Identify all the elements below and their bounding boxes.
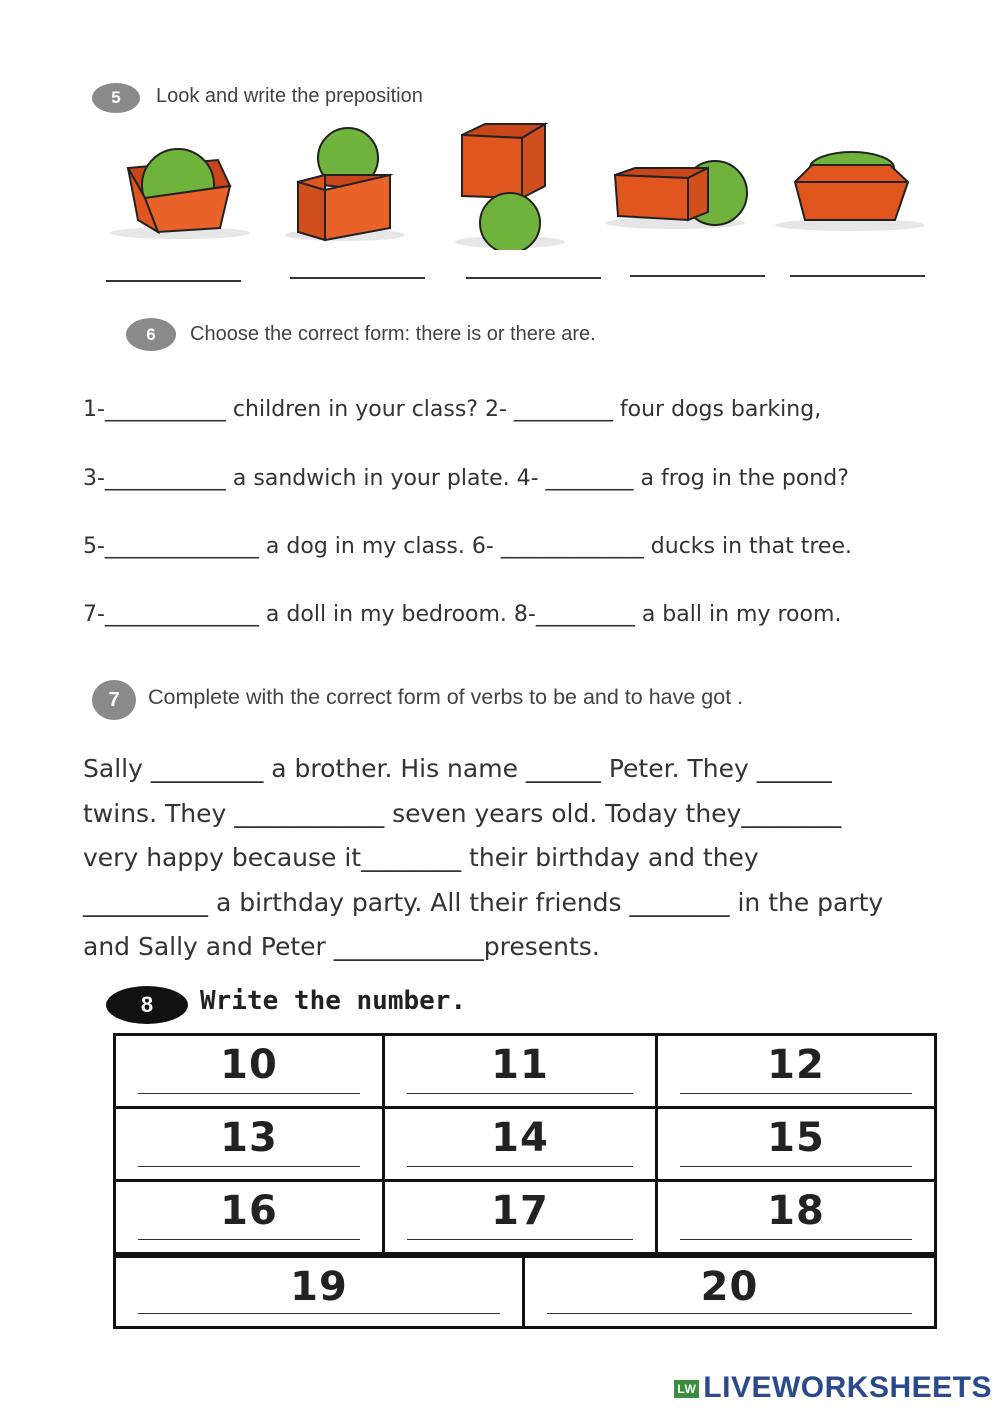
section-7-badge: 7 [92, 680, 136, 720]
ball-on-box-picture [285, 128, 405, 241]
logo-text: LIVEWORKSHEETS [703, 1371, 992, 1404]
preposition-pictures [100, 120, 940, 250]
number-cell-17[interactable] [382, 1179, 658, 1255]
number-label: 13 [220, 1115, 278, 1161]
answer-blank-2[interactable] [290, 277, 425, 279]
number-label: 20 [700, 1264, 759, 1310]
paragraph-line-1: Sally _________ a brother. His name ______ Peter. They ______ [83, 754, 832, 783]
paragraph-line-4: __________ a birthday party. All their friends ________ in the party [83, 887, 884, 917]
number-cell-19[interactable] [113, 1255, 525, 1329]
number-cell-18[interactable] [655, 1179, 937, 1255]
number-cell-13[interactable] [113, 1106, 385, 1182]
paragraph-line-3: very happy because it________ their birthday and they [83, 843, 759, 872]
section-5-title: Look and write the preposition [156, 85, 423, 107]
there-is-are-line-1: 1-___________ children in your class? 2- _________ four dogs barking, [83, 397, 822, 422]
number-table [113, 1033, 937, 1329]
ball-behind-box-picture [775, 152, 925, 231]
liveworksheets-logo [674, 1371, 992, 1405]
number-label: 11 [491, 1042, 549, 1088]
logo-mark: LW [674, 1380, 699, 1398]
section-6-title: Choose the correct form: there is or there are. [190, 323, 596, 345]
number-label: 18 [767, 1188, 825, 1234]
answer-blank-4[interactable] [630, 275, 765, 277]
section-5-badge: 5 [92, 83, 140, 113]
number-label: 16 [220, 1188, 278, 1234]
section-6-badge: 6 [126, 318, 176, 351]
box-next-to-ball-picture [605, 161, 747, 229]
there-is-are-line-2: 3-___________ a sandwich in your plate. 4- ________ a frog in the pond? [83, 466, 849, 491]
ball-in-box-picture [110, 149, 250, 239]
paragraph-line-5: and Sally and Peter ____________presents. [83, 932, 600, 961]
answer-blank-5[interactable] [790, 275, 925, 277]
section-8-title: Write the number. [200, 986, 467, 1016]
answer-blank-1[interactable] [106, 280, 241, 282]
number-cell-12[interactable] [655, 1033, 937, 1109]
number-cell-20[interactable] [522, 1255, 937, 1329]
number-cell-14[interactable] [382, 1106, 658, 1182]
answer-blank-3[interactable] [466, 277, 601, 279]
number-label: 17 [491, 1188, 549, 1234]
number-label: 19 [290, 1264, 348, 1310]
number-label: 10 [220, 1042, 278, 1088]
paragraph-line-2: twins. They ____________ seven years old. Today they________ [83, 798, 842, 828]
there-is-are-line-3: 5-______________ a dog in my class. 6- _____________ ducks in that tree. [83, 534, 852, 559]
verb-paragraph [83, 747, 943, 970]
section-7-title: Complete with the correct form of verbs to be and to have got . [148, 685, 744, 709]
number-label: 12 [767, 1042, 825, 1088]
number-cell-16[interactable] [113, 1179, 385, 1255]
number-label: 14 [491, 1115, 549, 1161]
number-cell-10[interactable] [113, 1033, 385, 1109]
number-label: 15 [767, 1115, 825, 1161]
section-8-badge: 8 [106, 986, 188, 1024]
box-on-ball-picture [455, 124, 565, 250]
number-cell-11[interactable] [382, 1033, 658, 1109]
number-cell-15[interactable] [655, 1106, 937, 1182]
there-is-are-line-4: 7-______________ a doll in my bedroom. 8-_________ a ball in my room. [83, 602, 842, 627]
